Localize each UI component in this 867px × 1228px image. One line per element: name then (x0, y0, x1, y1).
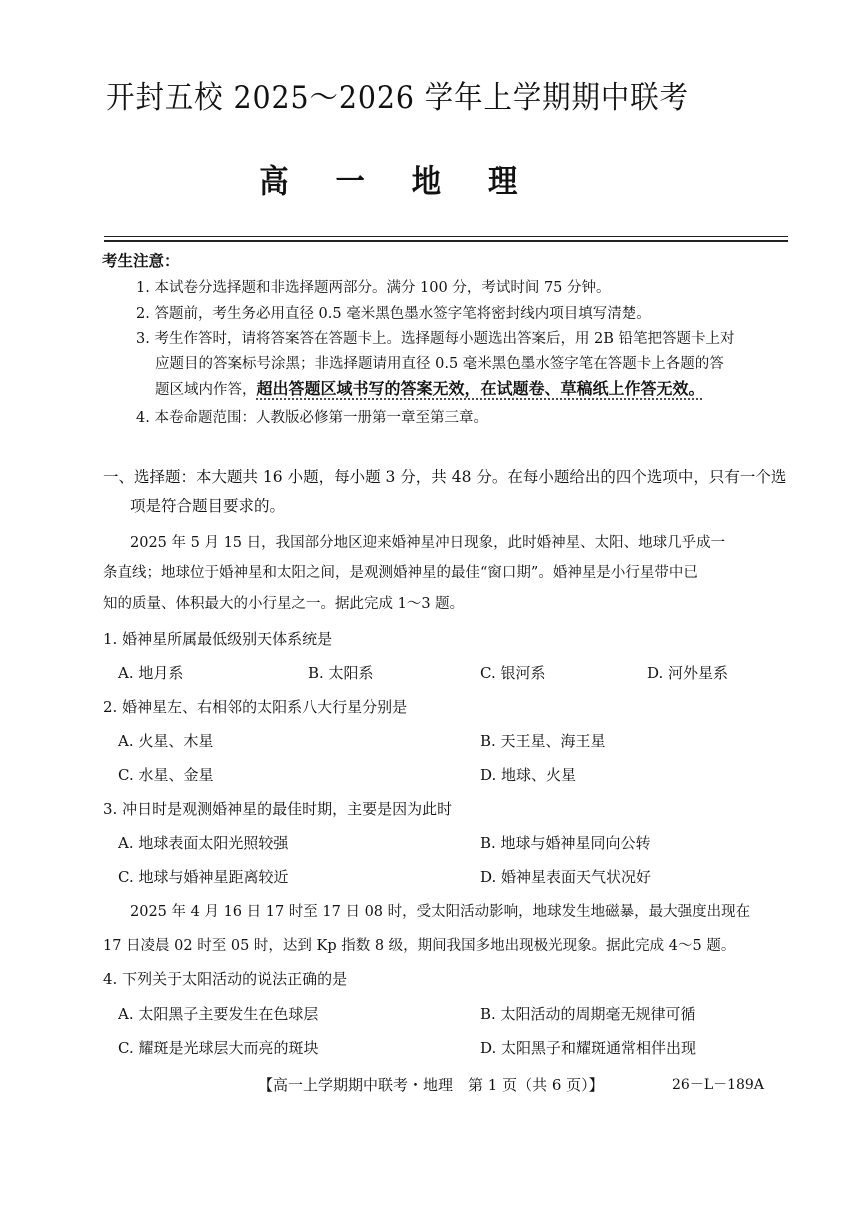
notice-item-3-line-3 (155, 376, 705, 399)
notice-heading: 考生注意： (102, 251, 180, 270)
page-footer: 【高一上学期期中联考・地理 第 1 页（共 6 页）】 (258, 1076, 604, 1094)
question-2-stem: 2. 婚神星左、右相邻的太阳系八大行星分别是 (103, 698, 408, 716)
question-3-option-b: B. 地球与婚神星同向公转 (480, 834, 651, 852)
question-1-stem: 1. 婚神星所属最低级别天体系统是 (103, 630, 333, 648)
notice-item-3-line-2: 应题目的答案标号涂黑；非选择题请用直径 0.5 毫米黑色墨水签字笔在答题卡上各题的答 (155, 356, 724, 372)
notice-item-3-prefix: 题区域内作答， (155, 382, 257, 398)
question-2-option-b: B. 天王星、海王星 (480, 732, 606, 750)
question-4-option-a: A. 太阳黑子主要发生在色球层 (118, 1005, 319, 1023)
question-2-option-d: D. 地球、火星 (480, 766, 577, 784)
passage-1-line-1: 2025 年 5 月 15 日，我国部分地区迎来婚神星冲日现象，此时婚神星、太阳、地球几乎成一 (130, 535, 726, 551)
passage-2-line-2: 17 日凌晨 02 时至 05 时，达到 Kp 指数 8 级，期间我国多地出现极光现象。据此完成 4～5 题。 (103, 938, 736, 954)
notice-item-2: 2. 答题前，考生务必用直径 0.5 毫米黑色墨水签字笔将密封线内项目填写清楚。 (136, 306, 651, 322)
question-1-option-b: B. 太阳系 (308, 664, 374, 682)
question-1-option-a: A. 地月系 (118, 664, 184, 682)
question-2-option-a: A. 火星、木星 (118, 732, 214, 750)
question-1-option-d: D. 河外星系 (647, 664, 729, 682)
question-3-stem: 3. 冲日时是观测婚神星的最佳时期，主要是因为此时 (103, 800, 453, 818)
question-3-option-c: C. 地球与婚神星距离较近 (118, 868, 289, 886)
passage-2-line-1: 2025 年 4 月 16 日 17 时至 17 日 08 时，受太阳活动影响，地球发生地磁暴，最大强度出现在 (130, 904, 751, 920)
section-heading-line-2: 项是符合题目要求的。 (130, 497, 286, 515)
passage-1-line-3: 知的质量、体积最大的小行星之一。据此完成 1～3 题。 (103, 596, 465, 612)
notice-emphasis: 超出答题区域书写的答案无效，在试题卷、草稿纸上作答无效。 (256, 379, 705, 398)
exam-code: 26－L－189A (672, 1077, 764, 1093)
question-1-option-c: C. 银河系 (480, 664, 546, 682)
question-3-option-a: A. 地球表面太阳光照较强 (118, 834, 289, 852)
subject-title: 高 一 地 理 (259, 162, 536, 200)
question-4-option-b: B. 太阳活动的周期毫无规律可循 (480, 1005, 696, 1023)
divider-bottom (104, 240, 788, 242)
exam-title: 开封五校 2025～2026 学年上学期期中联考 (106, 80, 689, 116)
question-4-stem: 4. 下列关于太阳活动的说法正确的是 (103, 970, 348, 988)
question-4-option-c: C. 耀斑是光球层大而亮的斑块 (118, 1039, 319, 1057)
question-3-option-d: D. 婚神星表面天气状况好 (480, 868, 652, 886)
notice-item-1: 1. 本试卷分选择题和非选择题两部分。满分 100 分，考试时间 75 分钟。 (136, 280, 611, 296)
divider-top (104, 236, 788, 237)
notice-item-4: 4. 本卷命题范围：人教版必修第一册第一章至第三章。 (136, 410, 488, 426)
section-heading-line-1: 一、选择题：本大题共 16 小题，每小题 3 分，共 48 分。在每小题给出的四个选项中，只有一个选 (103, 468, 787, 486)
notice-item-3-line-1: 3. 考生作答时，请将答案答在答题卡上。选择题每小题选出答案后，用 2B 铅笔把答题卡上对 (136, 331, 735, 347)
question-2-option-c: C. 水星、金星 (118, 766, 214, 784)
passage-1-line-2: 条直线；地球位于婚神星和太阳之间，是观测婚神星的最佳“窗口期”。婚神星是小行星带中已 (103, 565, 698, 581)
question-4-option-d: D. 太阳黑子和耀斑通常相伴出现 (480, 1039, 697, 1057)
